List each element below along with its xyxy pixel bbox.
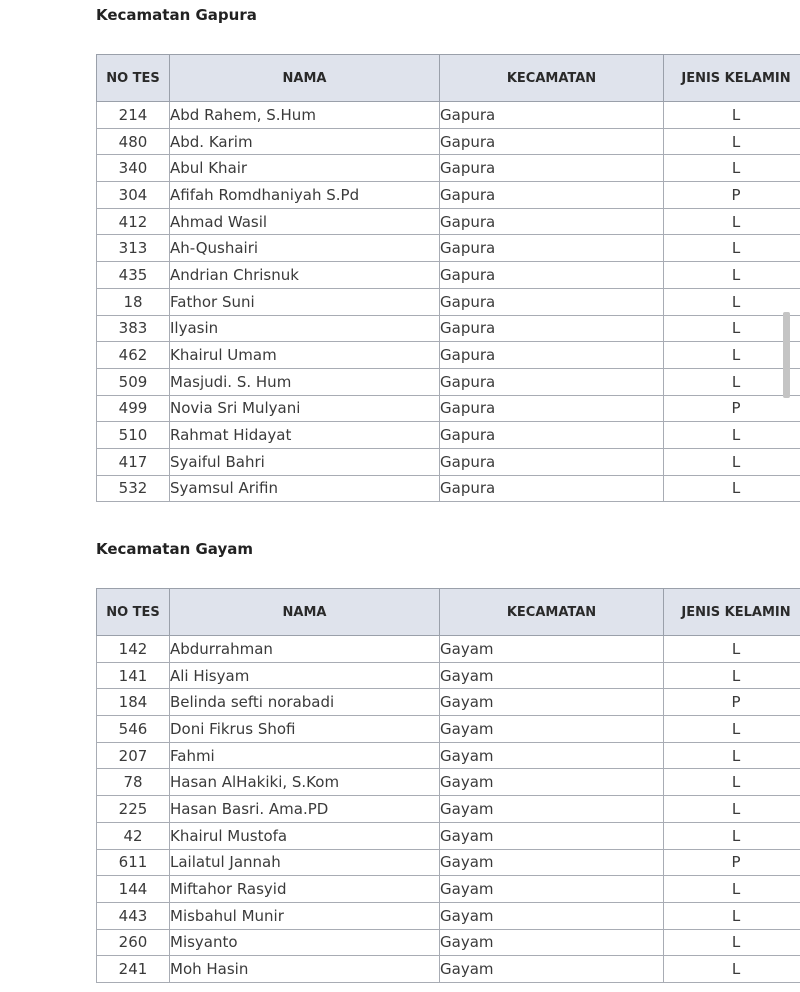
cell-nama: Abdurrahman: [170, 636, 440, 663]
cell-jenis-kelamin: L: [664, 796, 800, 823]
cell-nama: Ilyasin: [170, 315, 440, 342]
cell-kecamatan: Gapura: [440, 448, 664, 475]
cell-no-tes: 509: [97, 368, 170, 395]
cell-kecamatan: Gayam: [440, 902, 664, 929]
cell-no-tes: 480: [97, 128, 170, 155]
table-gapura: [96, 54, 800, 502]
cell-kecamatan: Gayam: [440, 822, 664, 849]
table-row: [97, 315, 800, 342]
table-header-row: [97, 55, 800, 102]
cell-jenis-kelamin: P: [664, 849, 800, 876]
cell-kecamatan: Gapura: [440, 368, 664, 395]
table-row: [97, 716, 800, 743]
col-header-nama: NAMA: [170, 589, 440, 636]
cell-nama: Misyanto: [170, 929, 440, 956]
cell-kecamatan: Gapura: [440, 342, 664, 369]
cell-kecamatan: Gapura: [440, 235, 664, 262]
cell-jenis-kelamin: L: [664, 716, 800, 743]
col-header-nama: NAMA: [170, 55, 440, 102]
table-header-row: [97, 589, 800, 636]
cell-nama: Hasan Basri. Ama.PD: [170, 796, 440, 823]
table-row: [97, 368, 800, 395]
cell-nama: Rahmat Hidayat: [170, 422, 440, 449]
cell-kecamatan: Gapura: [440, 102, 664, 129]
table-row: [97, 448, 800, 475]
table-row: [97, 689, 800, 716]
cell-no-tes: 313: [97, 235, 170, 262]
table-row: [97, 208, 800, 235]
cell-no-tes: 142: [97, 636, 170, 663]
cell-jenis-kelamin: L: [664, 876, 800, 903]
cell-kecamatan: Gayam: [440, 742, 664, 769]
cell-jenis-kelamin: L: [664, 102, 800, 129]
cell-nama: Ah-Qushairi: [170, 235, 440, 262]
cell-jenis-kelamin: P: [664, 395, 800, 422]
cell-no-tes: 546: [97, 716, 170, 743]
cell-no-tes: 510: [97, 422, 170, 449]
table-row: [97, 182, 800, 209]
table-row: [97, 128, 800, 155]
cell-nama: Khairul Umam: [170, 342, 440, 369]
cell-jenis-kelamin: L: [664, 288, 800, 315]
cell-nama: Fathor Suni: [170, 288, 440, 315]
cell-kecamatan: Gayam: [440, 662, 664, 689]
cell-jenis-kelamin: L: [664, 422, 800, 449]
cell-kecamatan: Gapura: [440, 155, 664, 182]
cell-jenis-kelamin: L: [664, 822, 800, 849]
cell-kecamatan: Gapura: [440, 208, 664, 235]
section-title-gapura: Kecamatan Gapura: [96, 6, 257, 24]
table-row: [97, 155, 800, 182]
col-header-kecamatan: KECAMATAN: [440, 55, 664, 102]
cell-jenis-kelamin: L: [664, 956, 800, 983]
table-row: [97, 262, 800, 289]
table-row: [97, 475, 800, 502]
col-header-no-tes: NO TES: [97, 55, 170, 102]
cell-jenis-kelamin: L: [664, 742, 800, 769]
cell-kecamatan: Gapura: [440, 422, 664, 449]
cell-nama: Ali Hisyam: [170, 662, 440, 689]
cell-jenis-kelamin: L: [664, 155, 800, 182]
table-row: [97, 929, 800, 956]
cell-kecamatan: Gayam: [440, 689, 664, 716]
cell-nama: Abd Rahem, S.Hum: [170, 102, 440, 129]
table-row: [97, 769, 800, 796]
cell-nama: Khairul Mustofa: [170, 822, 440, 849]
cell-nama: Doni Fikrus Shofi: [170, 716, 440, 743]
cell-kecamatan: Gapura: [440, 395, 664, 422]
table-row: [97, 288, 800, 315]
cell-nama: Fahmi: [170, 742, 440, 769]
cell-no-tes: 260: [97, 929, 170, 956]
table-row: [97, 796, 800, 823]
cell-no-tes: 462: [97, 342, 170, 369]
cell-no-tes: 18: [97, 288, 170, 315]
cell-jenis-kelamin: L: [664, 262, 800, 289]
cell-no-tes: 42: [97, 822, 170, 849]
cell-kecamatan: Gayam: [440, 929, 664, 956]
cell-kecamatan: Gayam: [440, 716, 664, 743]
cell-jenis-kelamin: L: [664, 315, 800, 342]
cell-kecamatan: Gayam: [440, 876, 664, 903]
table-row: [97, 235, 800, 262]
cell-no-tes: 611: [97, 849, 170, 876]
table-body-gayam: [97, 636, 800, 983]
cell-no-tes: 443: [97, 902, 170, 929]
table-row: [97, 822, 800, 849]
cell-jenis-kelamin: L: [664, 368, 800, 395]
cell-kecamatan: Gapura: [440, 128, 664, 155]
cell-no-tes: 412: [97, 208, 170, 235]
table-row: [97, 422, 800, 449]
table-row: [97, 636, 800, 663]
cell-no-tes: 144: [97, 876, 170, 903]
cell-no-tes: 383: [97, 315, 170, 342]
cell-jenis-kelamin: L: [664, 128, 800, 155]
cell-nama: Novia Sri Mulyani: [170, 395, 440, 422]
cell-nama: Ahmad Wasil: [170, 208, 440, 235]
cell-nama: Syaiful Bahri: [170, 448, 440, 475]
cell-nama: Belinda sefti norabadi: [170, 689, 440, 716]
cell-nama: Hasan AlHakiki, S.Kom: [170, 769, 440, 796]
cell-no-tes: 532: [97, 475, 170, 502]
cell-no-tes: 417: [97, 448, 170, 475]
cell-no-tes: 141: [97, 662, 170, 689]
cell-jenis-kelamin: L: [664, 769, 800, 796]
cell-nama: Syamsul Arifin: [170, 475, 440, 502]
cell-no-tes: 304: [97, 182, 170, 209]
cell-kecamatan: Gayam: [440, 849, 664, 876]
cell-no-tes: 214: [97, 102, 170, 129]
cell-no-tes: 241: [97, 956, 170, 983]
cell-no-tes: 435: [97, 262, 170, 289]
cell-kecamatan: Gapura: [440, 475, 664, 502]
table-row: [97, 849, 800, 876]
cell-nama: Moh Hasin: [170, 956, 440, 983]
cell-kecamatan: Gapura: [440, 315, 664, 342]
cell-jenis-kelamin: L: [664, 929, 800, 956]
cell-no-tes: 207: [97, 742, 170, 769]
cell-no-tes: 78: [97, 769, 170, 796]
cell-kecamatan: Gayam: [440, 769, 664, 796]
scrollbar-thumb[interactable]: [783, 312, 790, 398]
cell-nama: Miftahor Rasyid: [170, 876, 440, 903]
cell-nama: Misbahul Munir: [170, 902, 440, 929]
table-gayam: [96, 588, 800, 983]
table-row: [97, 395, 800, 422]
table-row: [97, 902, 800, 929]
section-title-gayam: Kecamatan Gayam: [96, 540, 253, 558]
cell-jenis-kelamin: L: [664, 235, 800, 262]
cell-no-tes: 499: [97, 395, 170, 422]
table-row: [97, 876, 800, 903]
cell-kecamatan: Gayam: [440, 636, 664, 663]
cell-no-tes: 225: [97, 796, 170, 823]
table-row: [97, 956, 800, 983]
cell-kecamatan: Gapura: [440, 262, 664, 289]
cell-jenis-kelamin: L: [664, 448, 800, 475]
cell-jenis-kelamin: P: [664, 182, 800, 209]
cell-jenis-kelamin: L: [664, 902, 800, 929]
cell-jenis-kelamin: L: [664, 208, 800, 235]
table-row: [97, 342, 800, 369]
cell-no-tes: 184: [97, 689, 170, 716]
cell-jenis-kelamin: L: [664, 475, 800, 502]
cell-nama: Lailatul Jannah: [170, 849, 440, 876]
cell-nama: Abul Khair: [170, 155, 440, 182]
col-header-jenis-kelamin: JENIS KELAMIN: [664, 55, 800, 102]
cell-jenis-kelamin: P: [664, 689, 800, 716]
cell-nama: Abd. Karim: [170, 128, 440, 155]
col-header-kecamatan: KECAMATAN: [440, 589, 664, 636]
col-header-no-tes: NO TES: [97, 589, 170, 636]
cell-nama: Andrian Chrisnuk: [170, 262, 440, 289]
table-row: [97, 662, 800, 689]
cell-jenis-kelamin: L: [664, 662, 800, 689]
cell-jenis-kelamin: L: [664, 636, 800, 663]
cell-kecamatan: Gayam: [440, 956, 664, 983]
cell-nama: Afifah Romdhaniyah S.Pd: [170, 182, 440, 209]
col-header-jenis-kelamin: JENIS KELAMIN: [664, 589, 800, 636]
cell-nama: Masjudi. S. Hum: [170, 368, 440, 395]
cell-no-tes: 340: [97, 155, 170, 182]
table-body-gapura: [97, 102, 800, 502]
table-row: [97, 742, 800, 769]
cell-kecamatan: Gayam: [440, 796, 664, 823]
cell-jenis-kelamin: L: [664, 342, 800, 369]
cell-kecamatan: Gapura: [440, 182, 664, 209]
cell-kecamatan: Gapura: [440, 288, 664, 315]
table-row: [97, 102, 800, 129]
